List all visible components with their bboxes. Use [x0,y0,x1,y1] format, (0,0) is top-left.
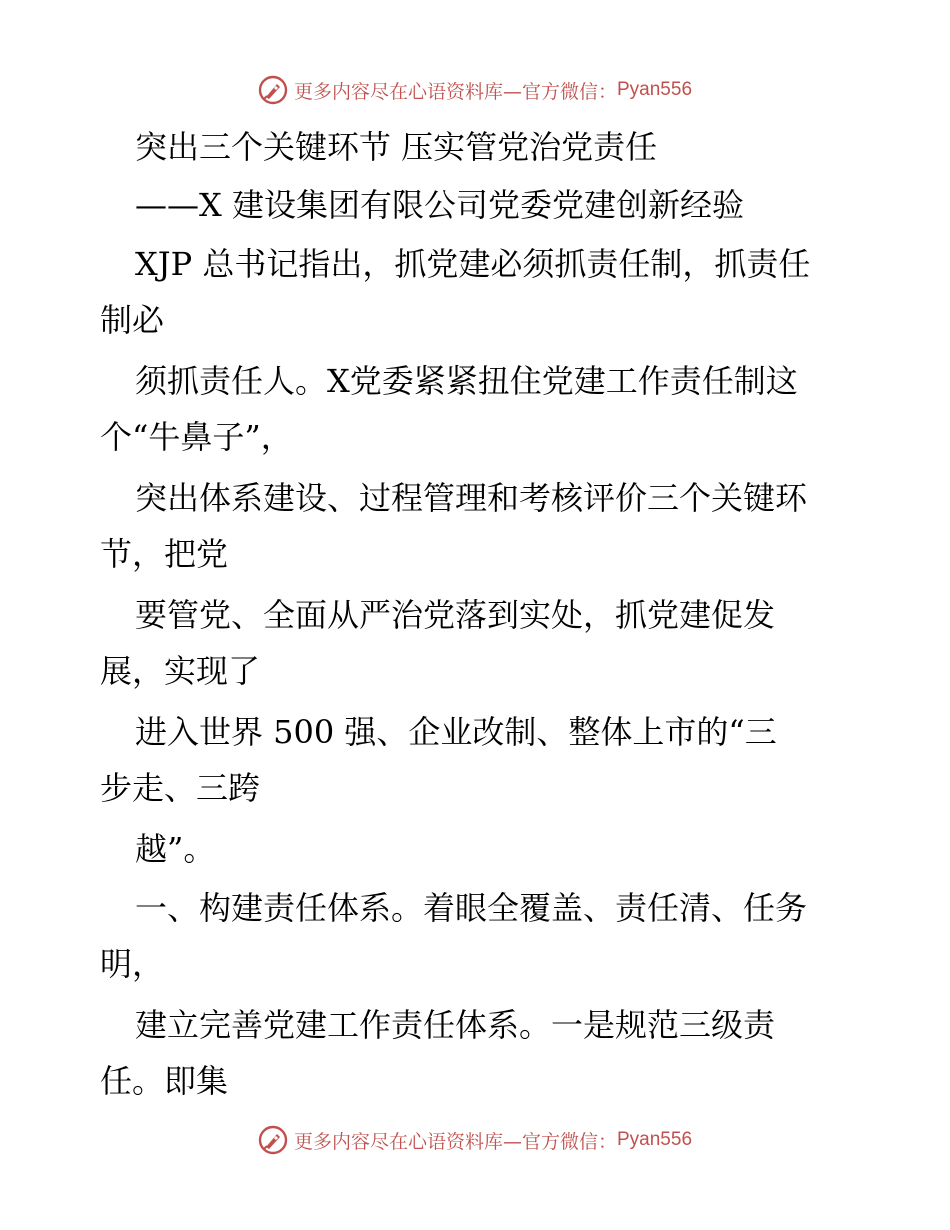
body-line: 进入世界 500 强、企业改制、整体上市的“三 [135,713,777,751]
document-subtitle: ——X 建设集团有限公司党委党建创新经验 [135,186,744,224]
banner-wechat-id: Pyan556 [617,79,693,100]
body-line: 制必 [100,301,165,339]
document-title: 突出三个关键环节 压实管党治党责任 [135,128,658,166]
body-line: 越”。 [135,830,216,868]
banner-text: 更多内容尽在心语资料库—官方微信： [293,80,617,103]
header-banner [0,72,950,108]
body-line: 突出体系建设、过程管理和考核评价三个关键环 [135,479,808,517]
body-line: 须抓责任人。X党委紧紧扭住党建工作责任制这 [135,362,798,400]
body-line: 建立完善党建工作责任体系。一是规范三级责 [135,1006,776,1044]
body-line: XJP 总书记指出，抓党建必须抓责任制，抓责任 [135,245,811,283]
body-line: 步走、三跨 [100,769,261,807]
banner-wechat-id: Pyan556 [617,1129,693,1150]
footer-banner [0,1122,950,1158]
body-line: 一、构建责任体系。着眼全覆盖、责任清、任务 [135,889,808,927]
banner-text: 更多内容尽在心语资料库—官方微信： [293,1130,617,1153]
body-line: 明， [100,945,165,983]
body-line: 个“牛鼻子”， [100,418,293,456]
pen-nib-logo-icon [258,1125,288,1155]
body-line: 节，把党 [100,535,229,573]
body-line: 要管党、全面从严治党落到实处，抓党建促发 [135,596,776,634]
body-line: 展，实现了 [100,652,261,690]
pen-nib-logo-icon [258,75,288,105]
body-line: 任。即集 [100,1062,229,1100]
